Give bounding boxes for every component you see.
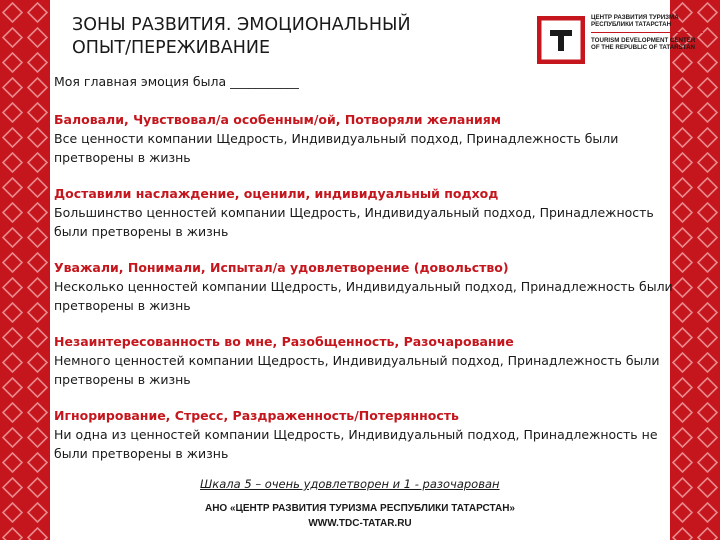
page-title-line-2: ОПЫТ/ПЕРЕЖИВАНИЕ — [72, 38, 271, 58]
footer-website: WWW.TDC-TATAR.RU — [308, 518, 412, 529]
emotion-level-heading: Уважали, Понимали, Испытал/а удовлетворение (довольство) — [54, 260, 509, 275]
tdc-logo-icon — [537, 16, 585, 64]
emotion-level-description — [54, 129, 694, 167]
description-line: Большинство ценностей компании Щедрость, Индивидуальный подход, Принадлежность — [54, 205, 654, 220]
logo-divider — [591, 32, 703, 33]
emotion-level-description — [54, 277, 694, 315]
emotion-level-4 — [54, 184, 694, 241]
description-line: претворены в жизнь — [54, 150, 191, 165]
description-line: Ни одна из ценностей компании Щедрость, Индивидуальный подход, Принадлежность не — [54, 427, 658, 442]
emotion-scale-list — [54, 110, 694, 480]
logo-ru-line-1: ЦЕНТР РАЗВИТИЯ ТУРИЗМА — [591, 14, 679, 21]
description-line: Несколько ценностей компании Щедрость, Индивидуальный подход, Принадлежность были — [54, 279, 673, 294]
logo-ru-line-2: РЕСПУБЛИКИ ТАТАРСТАН — [591, 21, 672, 29]
slide — [50, 0, 696, 540]
emotion-level-1 — [54, 406, 694, 463]
logo-text — [591, 14, 716, 52]
logo-en-line-2: OF THE REPUBLIC OF TATARSTAN — [591, 44, 696, 52]
emotion-level-description — [54, 203, 694, 241]
footer — [50, 501, 670, 531]
description-line: Все ценности компании Щедрость, Индивидуальный подход, Принадлежность были — [54, 131, 619, 146]
emotion-level-3 — [54, 258, 694, 315]
emotion-level-5 — [54, 110, 694, 167]
emotion-level-2 — [54, 332, 694, 389]
footer-organization: АНО «ЦЕНТР РАЗВИТИЯ ТУРИЗМА РЕСПУБЛИКИ ТАТАРСТАН» — [204, 503, 515, 514]
description-line: были претворены в жизнь — [54, 446, 229, 461]
page-title — [72, 14, 472, 60]
description-line: Немного ценностей компании Щедрость, Индивидуальный подход, Принадлежность были — [54, 353, 660, 368]
emotion-level-heading: Доставили наслаждение, оценили, индивидуальный подход — [54, 186, 499, 201]
description-line: претворены в жизнь — [54, 372, 191, 387]
emotion-level-description — [54, 425, 694, 463]
organization-logo — [537, 14, 712, 70]
intro-prompt: Моя главная эмоция была ___________ — [54, 74, 299, 89]
emotion-level-heading: Игнорирование, Стресс, Раздраженность/Потерянность — [54, 408, 459, 423]
scale-note: Шкала 5 – очень удовлетворен и 1 - разочарован — [200, 477, 500, 491]
decorative-pattern-left — [0, 0, 50, 540]
emotion-level-heading: Баловали, Чувствовал/а особенным/ой, Потворяли желаниям — [54, 112, 502, 127]
description-line: были претворены в жизнь — [54, 224, 229, 239]
description-line: претворены в жизнь — [54, 298, 191, 313]
emotion-level-description — [54, 351, 694, 389]
logo-en-line-1: TOURISM DEVELOPMENT CENTER — [591, 36, 696, 44]
page-title-line-1: ЗОНЫ РАЗВИТИЯ. ЭМОЦИОНАЛЬНЫЙ — [72, 15, 411, 35]
emotion-level-heading: Незаинтересованность во мне, Разобщенность, Разочарование — [54, 334, 514, 349]
